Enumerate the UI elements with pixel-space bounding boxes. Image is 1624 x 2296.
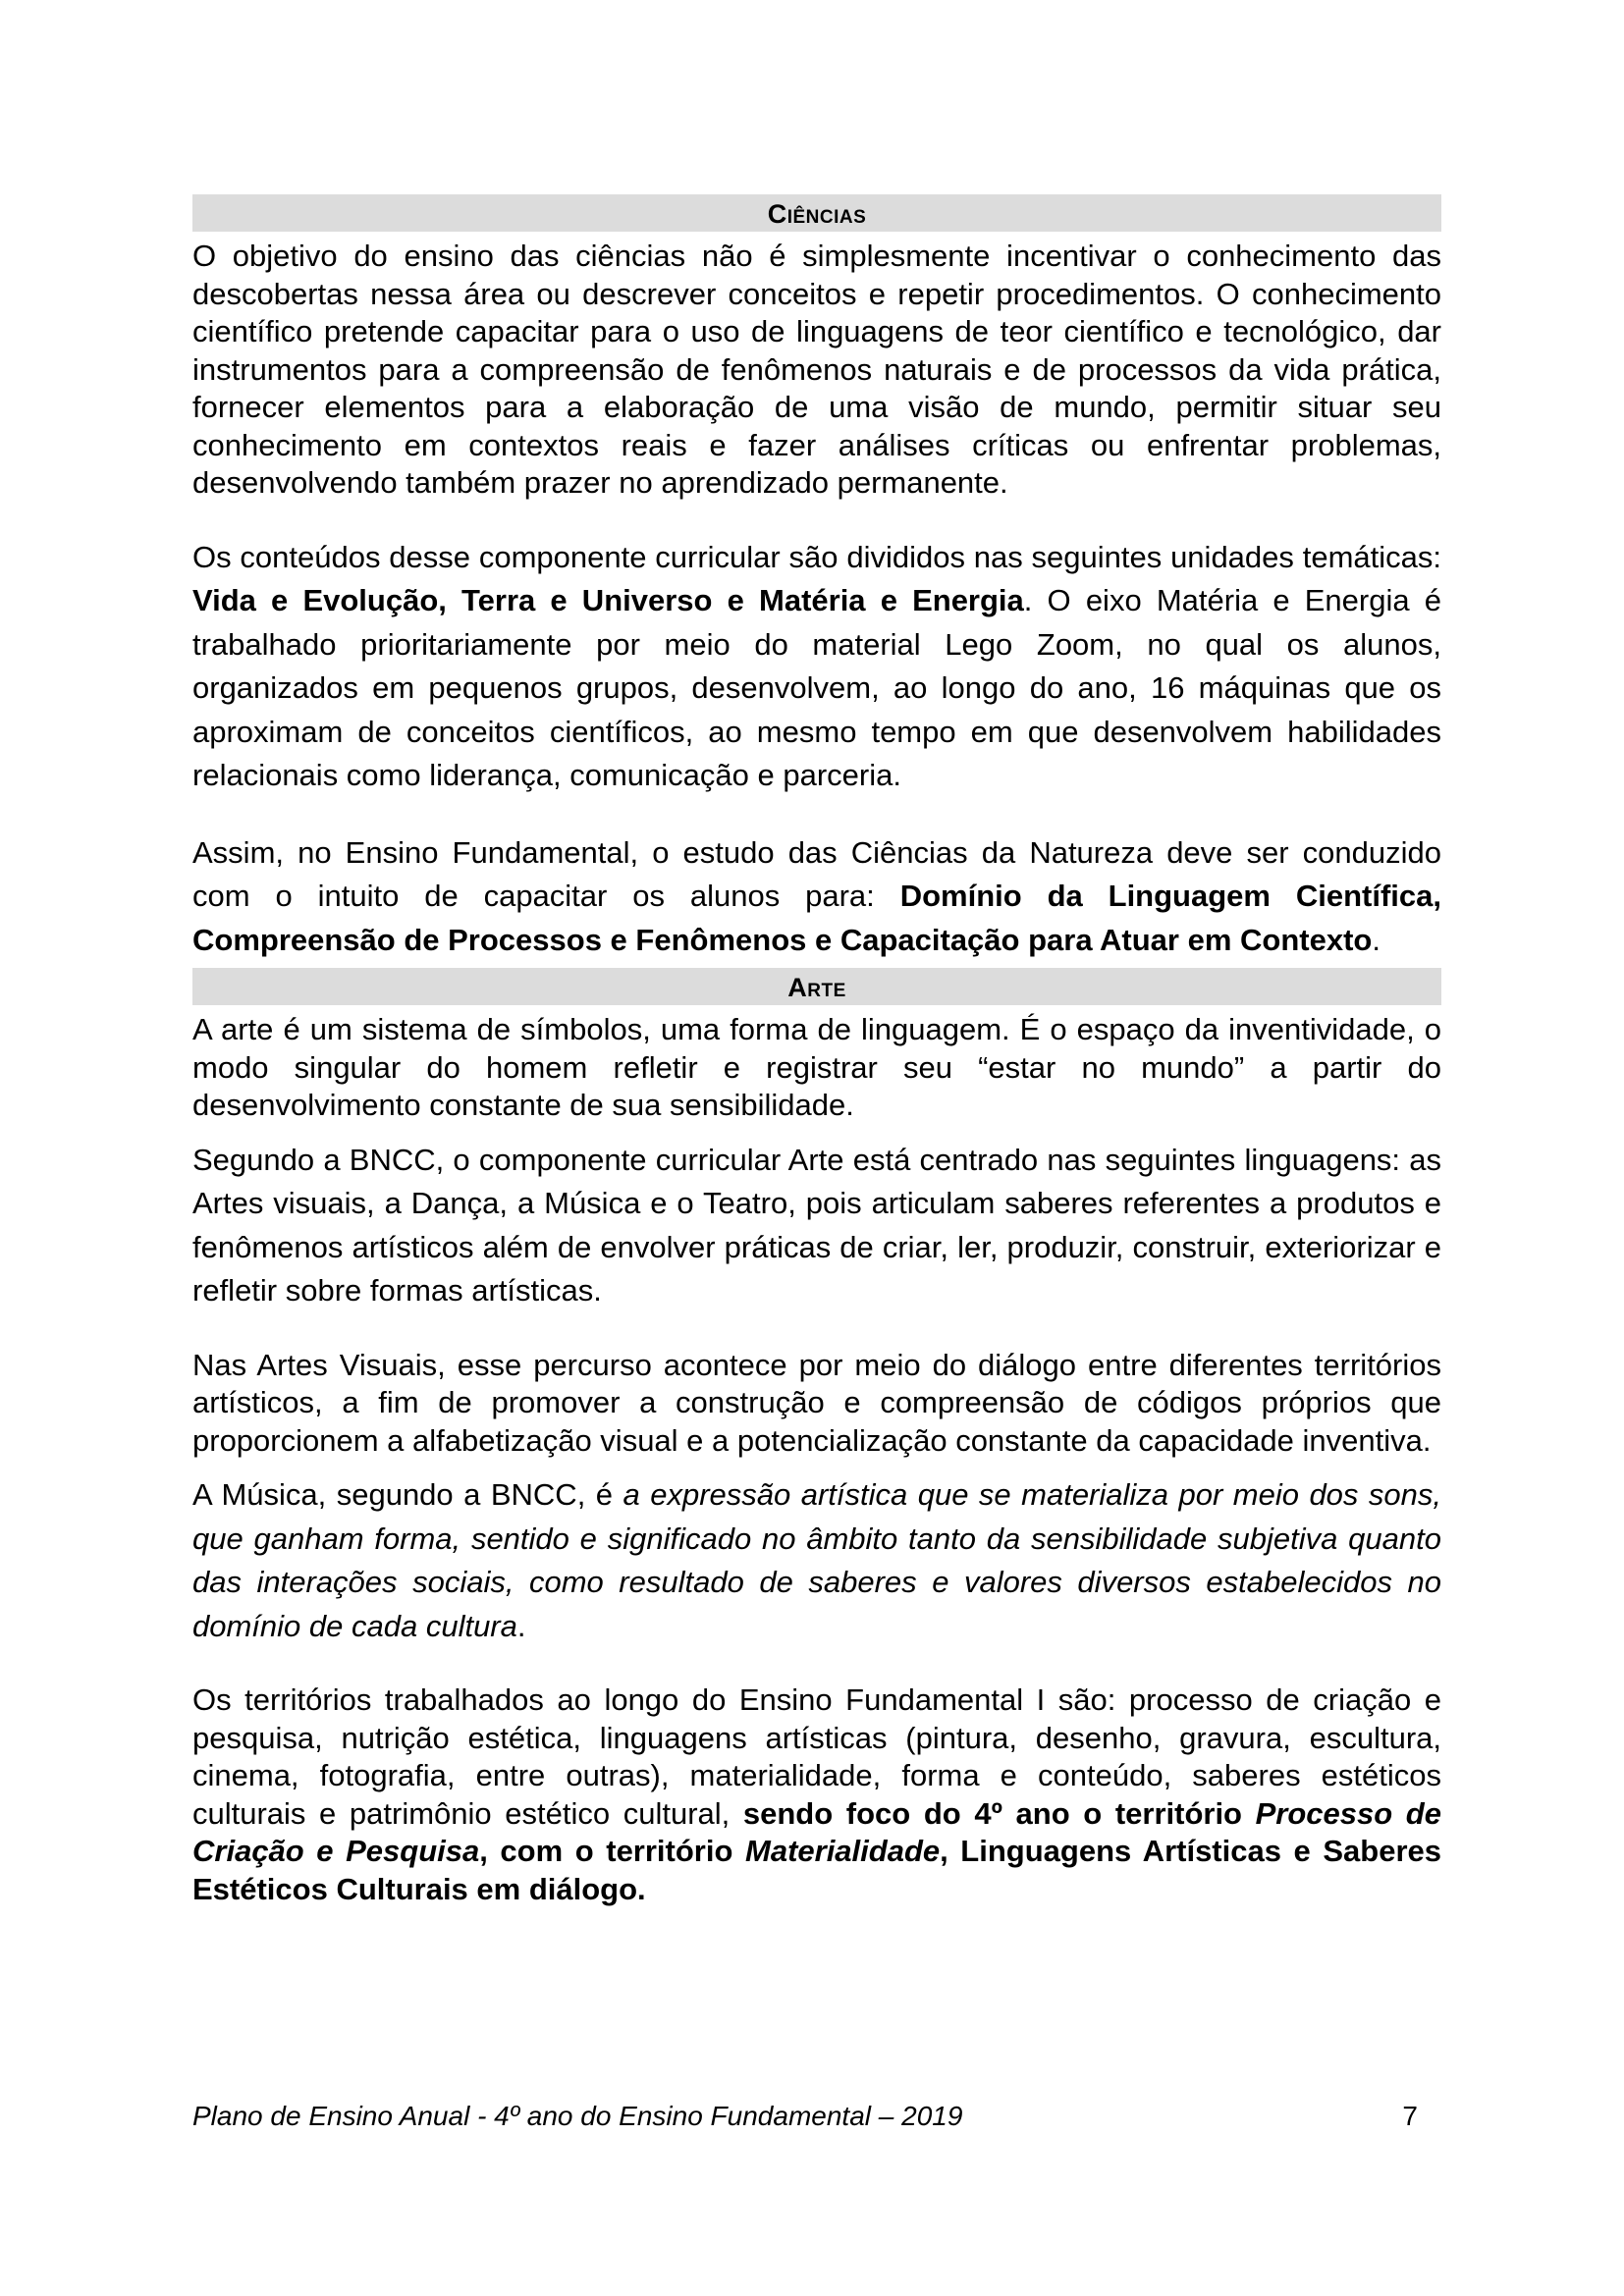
section-title-ciencias: Ciências — [192, 194, 1441, 232]
arte-p4-italic: a expressão artística que se materializa por meio dos sons, que ganham forma, sentido e significado no âmbito tanto da sensibilidade subjetiva quanto das interações sociais, como resultado de saberes e valores diversos estabelecidos no domínio de cada cultura — [192, 1477, 1441, 1643]
arte-paragraph-4 — [192, 1473, 1441, 1648]
arte-p5-bold-italic-e: Materialidade — [745, 1834, 941, 1868]
ciencias-p3-text-a: Assim, no Ensino Fundamental, o estudo das Ciências da Natureza deve ser conduzido com o intuito de capacitar os alunos para: — [192, 834, 1441, 913]
arte-p4-text-c: . — [516, 1608, 526, 1643]
ciencias-p2-bold: Vida e Evolução, Terra e Universo e Matéria e Energia — [192, 583, 1024, 617]
arte-paragraph-1: A arte é um sistema de símbolos, uma forma de linguagem. É o espaço da inventividade, o modo singular do homem refletir e registrar seu “estar no mundo” a partir do desenvolvimento constante de sua sensibilidade. — [192, 1012, 1441, 1122]
arte-p5-bold-italic-c: Processo de Criação e Pesquisa — [192, 1795, 1441, 1868]
arte-p5-bold-b: sendo foco do 4º ano o território — [742, 1795, 1256, 1831]
ciencias-p2-text-a: Os conteúdos desse componente curricular são divididos nas seguintes unidades temáticas: — [192, 539, 1441, 574]
section-title-arte: Arte — [192, 968, 1441, 1005]
ciencias-p3-bold: Domínio da Linguagem Científica, Compreensão de Processos e Fenômenos e Capacitação para Atuar em Contexto — [192, 879, 1442, 957]
page-content — [192, 194, 1441, 1908]
arte-p4-text-a: A Música, segundo a BNCC, é — [192, 1477, 623, 1512]
ciencias-paragraph-1: O objetivo do ensino das ciências não é simplesmente incentivar o conhecimento das descobertas nessa área ou descrever conceitos e repetir procedimentos. O conhecimento científico pretende capacitar para o uso de linguagens de teor científico e tecnológico, dar instrumentos para a compreensão de fenômenos naturais e de processos da vida prática, fornecer elementos para a elaboração de uma visão de mundo, permitir situar seu conhecimento em contextos reais e fazer análises críticas ou enfrentar problemas, desenvolvendo também prazer no aprendizado permanente. — [192, 239, 1441, 500]
page-number: 7 — [1402, 2101, 1418, 2131]
footer-text: Plano de Ensino Anual - 4º ano do Ensino Fundamental – 2019 — [192, 2101, 963, 2131]
ciencias-paragraph-2 — [192, 536, 1441, 798]
ciencias-paragraph-3 — [192, 831, 1441, 963]
arte-paragraph-3: Nas Artes Visuais, esse percurso acontece por meio do diálogo entre diferentes territórios artísticos, a fim de promover a construção e compreensão de códigos próprios que proporcionem a alfabetização visual e a potencialização constante da capacidade inventiva. — [192, 1347, 1441, 1458]
arte-p5-text-a: Os territórios trabalhados ao longo do Ensino Fundamental I são: processo de criação e pesquisa, nutrição estética, linguagens artísticas (pintura, desenho, gravura, escultura, cinema, fotografia, entre outras), materialidade, forma e conteúdo, saberes estéticos culturais e patrimônio estético cultural, — [192, 1682, 1441, 1831]
arte-paragraph-2: Segundo a BNCC, o componente curricular Arte está centrado nas seguintes linguagens: as Artes visuais, a Dança, a Música e o Teatro, pois articulam saberes referentes a produtos e fenômenos artísticos além de envolver práticas de criar, ler, produzir, construir, exteriorizar e refletir sobre formas artísticas. — [192, 1142, 1441, 1308]
arte-p5-bold-d: , com o território — [479, 1834, 745, 1868]
page-footer — [192, 2101, 1418, 2132]
arte-p5-bold-f: , Linguagens Artísticas e Saberes Estéticos Culturais em diálogo. — [192, 1834, 1441, 1906]
arte-paragraph-5 — [192, 1682, 1441, 1908]
ciencias-p3-text-c: . — [1372, 922, 1380, 957]
ciencias-p2-text-c: . O eixo Matéria e Energia é trabalhado prioritariamente por meio do material Lego Zoom, no qual os alunos, organizados em pequenos grupos, desenvolvem, ao longo do ano, 16 máquinas que os aproximam de conceitos científicos, ao mesmo tempo em que desenvolvem habilidades relacionais como liderança, comunicação e parceria. — [192, 583, 1441, 792]
